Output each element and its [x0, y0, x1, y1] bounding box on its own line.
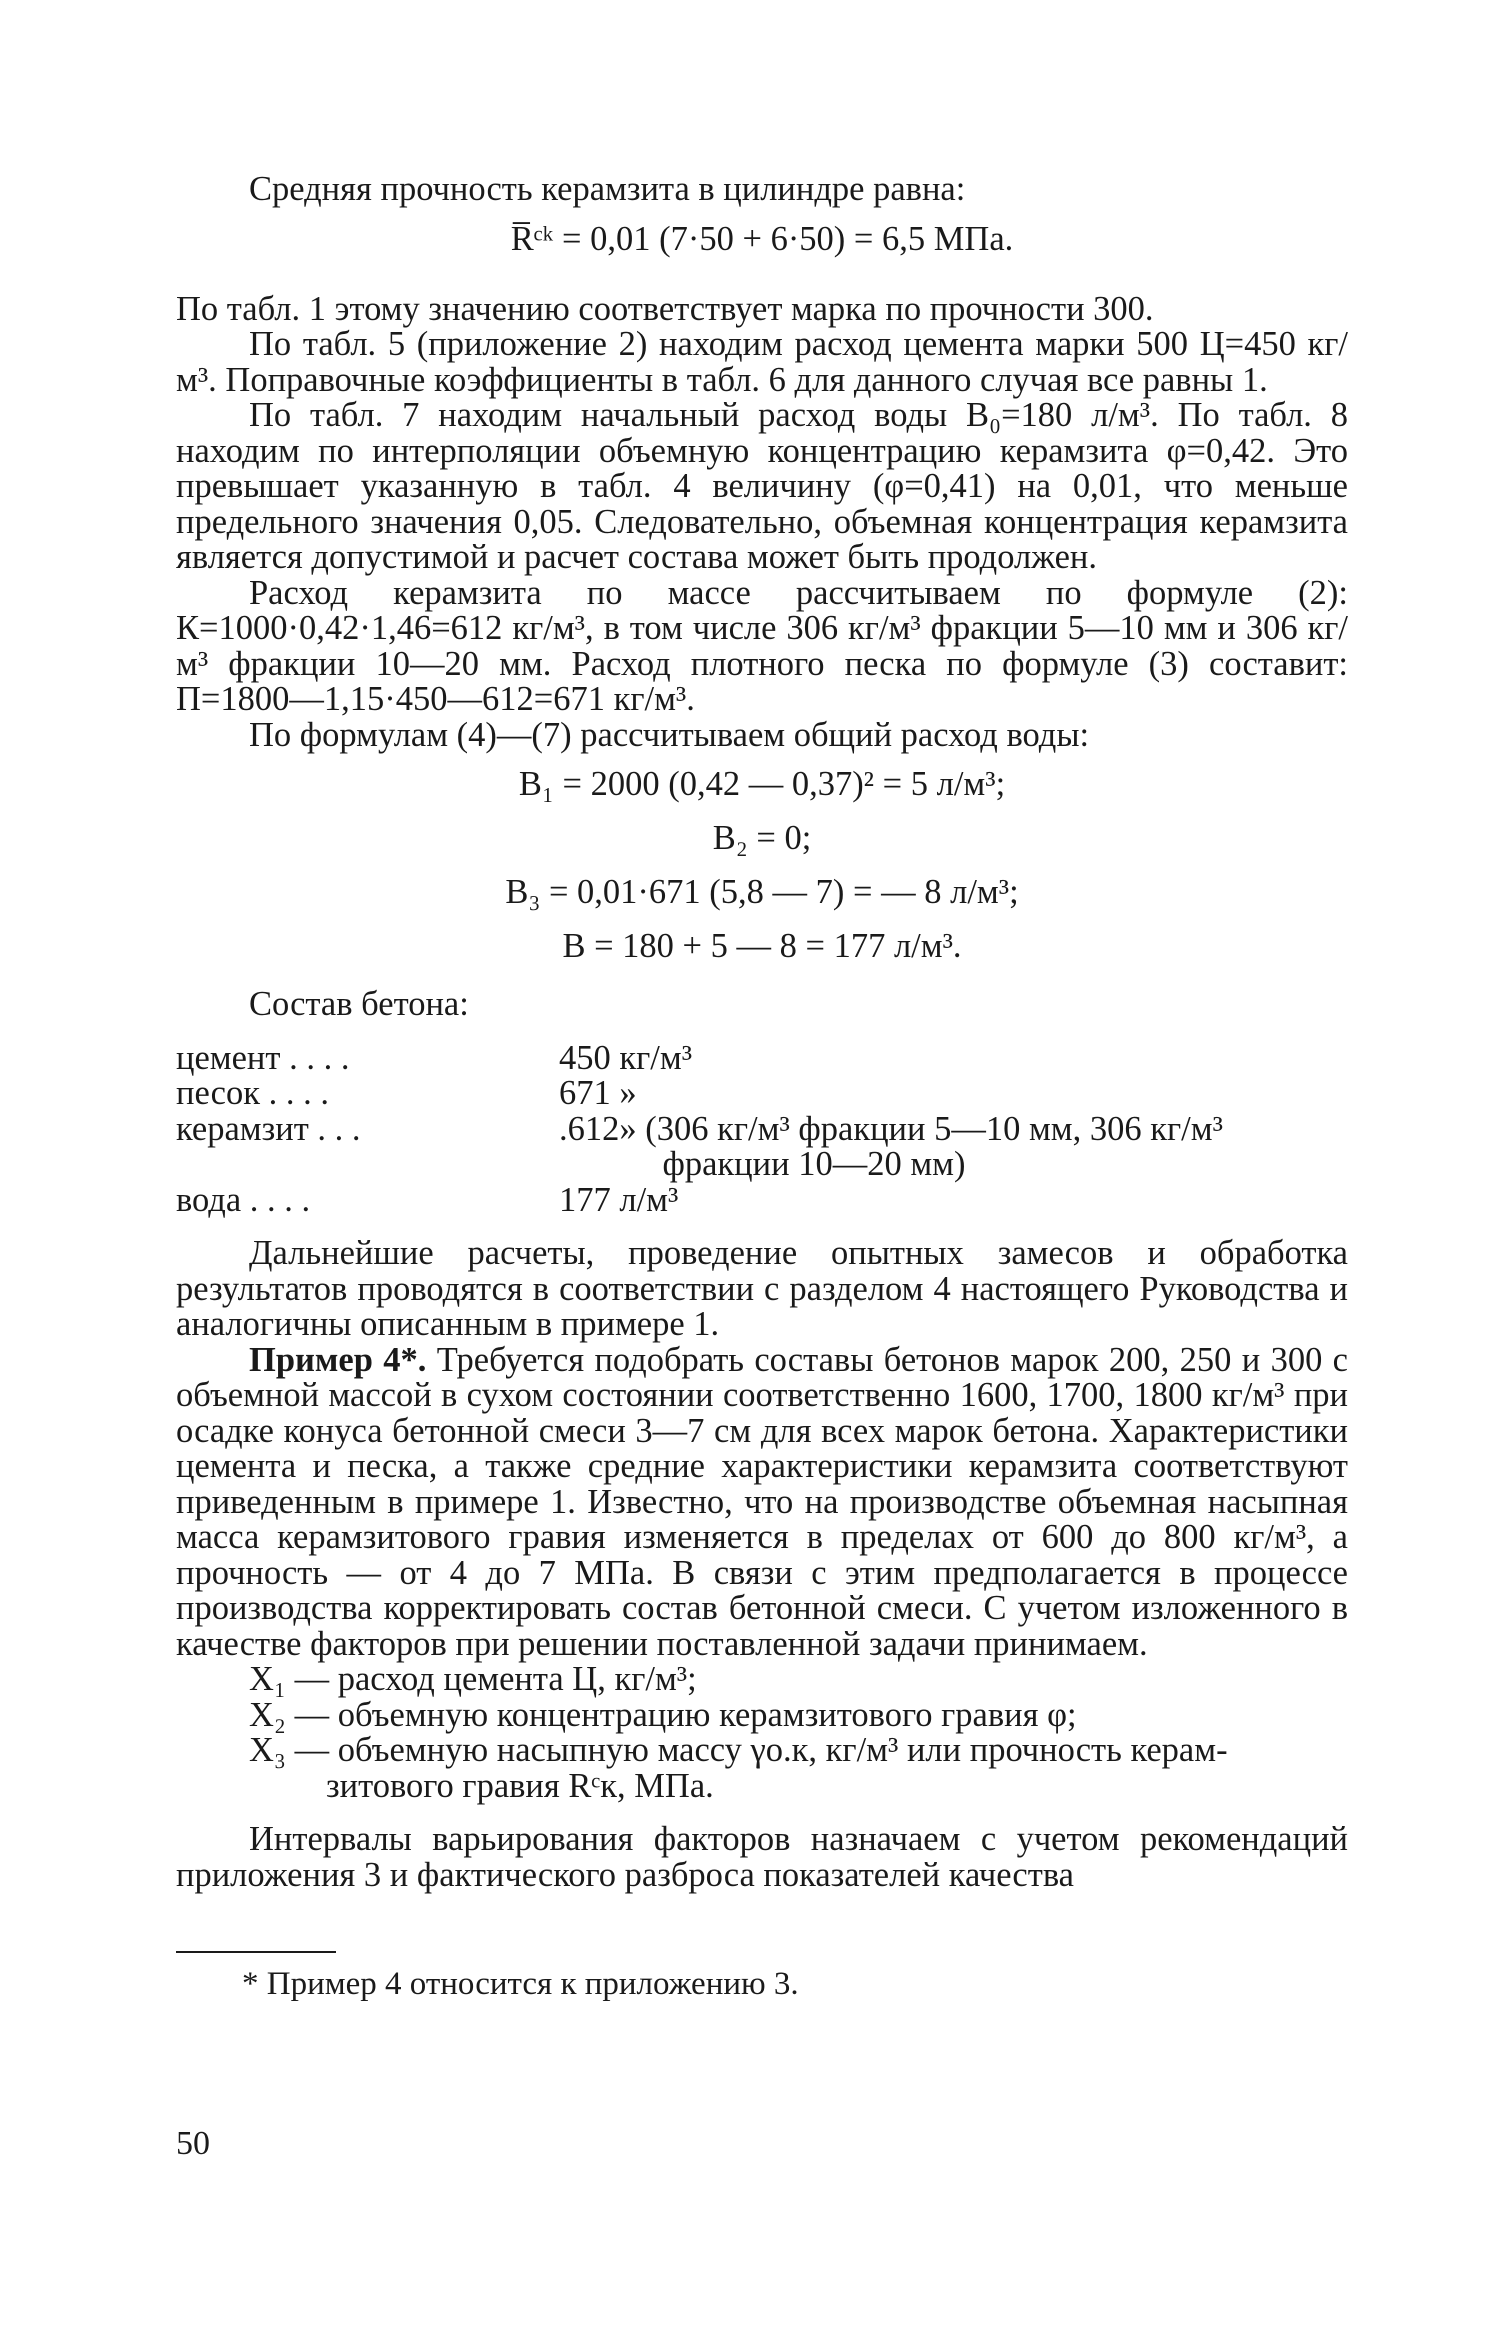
composition-label: песок . . . .	[176, 1074, 329, 1112]
factor-x2: X₂ — объемную концентрацию керамзитового гравия φ;	[249, 1695, 1077, 1734]
footnote: * Пример 4 относится к приложению 3.	[242, 1966, 799, 2002]
paragraph-6: По формулам (4)—(7) рассчитываем общий расход воды:	[249, 715, 1090, 754]
factor-x3: X₃ — объемную насыпную массу γо.к, кг/м³ или прочность керам-	[249, 1731, 1228, 1769]
composition-label: цемент . . . .	[176, 1038, 350, 1077]
paragraph-3: По табл. 5 (приложение 2) находим расход цемента марки 500 Ц=450 кг/м³. Поправочные коэффициенты в табл. 6 для данного случая все равны 1.	[176, 325, 1348, 399]
formula-b3: В₃ = 0,01·671 (5,8 — 7) = — 8 л/м³;	[505, 873, 1019, 911]
formula-b2: В₂ = 0;	[712, 819, 812, 857]
composition-label: керамзит . . .	[176, 1109, 361, 1148]
formula-strength: R̅ᶜᵏ = 0,01 (7·50 + 6·50) = 6,5 МПа.	[510, 219, 1014, 258]
example-4-text: Требуется подобрать составы бетонов марок 200, 250 и 300 с объемной массой в сухом состоянии соответственно 1600, 1700, 1800 кг/м³ при осадке конуса бетонной смеси 3—7 см для всех марок бетона. Характеристики цемента и песка, а также средние характеристики керамзита соответствуют приведенным в примере 1. Известно, что на производстве объемная насыпная масса керамзитового гравия изменяется в пределах от 600 до 800 кг/м³, а прочность — от 4 до 7 МПа. В связи с этим предполагается в процессе производства корректировать состав бетонной смеси. С учетом изложенного в качестве факторов при решении поставленной задачи принимаем.	[176, 1340, 1348, 1663]
factor-x3-continuation: зитового гравия Rᶜк, МПа.	[326, 1766, 714, 1805]
composition-list	[176, 1038, 1348, 1219]
paragraph-2: По табл. 1 этому значению соответствует марка по прочности 300.	[176, 289, 1154, 328]
composition-value: 671 »	[559, 1074, 637, 1112]
example-4-heading: Пример 4*.	[249, 1340, 427, 1379]
footnote-divider	[176, 1951, 336, 1953]
formula-b-total: В = 180 + 5 — 8 = 177 л/м³.	[562, 927, 962, 965]
paragraph-4: По табл. 7 находим начальный расход воды В₀=180 л/м³. По табл. 8 находим по интерполяции объемную концентрацию керамзита φ=0,42. Это превышает указанную в табл. 4 величину (φ=0,41) на 0,01, что меньше предельного значения 0,05. Следовательно, объемная концентрация керамзита является допустимой и расчет состава может быть продолжен.	[176, 396, 1348, 576]
page-number: 50	[176, 2125, 210, 2162]
composition-value: 177 л/м³	[559, 1180, 679, 1219]
formula-b1: В₁ = 2000 (0,42 — 0,37)² = 5 л/м³;	[518, 765, 1006, 803]
factor-x1: X₁ — расход цемента Ц, кг/м³;	[249, 1660, 697, 1698]
paragraph-8: Дальнейшие расчеты, проведение опытных замесов и обработка результатов проводятся в соответствии с разделом 4 настоящего Руководства и аналогичны описанным в примере 1.	[176, 1234, 1348, 1343]
paragraph-10: Интервалы варьирования факторов назначаем с учетом рекомендаций приложения 3 и фактического разброса показателей качества	[176, 1820, 1348, 1894]
composition-value: фракции 10—20 мм)	[559, 1145, 966, 1183]
document-page	[176, 172, 1348, 2003]
paragraph-9	[176, 1340, 1348, 1663]
paragraph-1: Средняя прочность керамзита в цилиндре равна:	[249, 170, 966, 208]
composition-value: 450 кг/м³	[559, 1038, 693, 1077]
composition-label: вода . . . .	[176, 1180, 311, 1219]
paragraph-5: Расход керамзита по массе рассчитываем по формуле (2): К=1000·0,42·1,46=612 кг/м³, в том числе 306 кг/м³ фракции 5—10 мм и 306 кг/м³ фракции 10—20 мм. Расход плотного песка по формуле (3) составит: П=1800—1,15·450—612=671 кг/м³.	[176, 573, 1348, 718]
composition-label	[176, 1147, 559, 1183]
paragraph-composition-title: Состав бетона:	[249, 985, 469, 1023]
composition-value: .612» (306 кг/м³ фракции 5—10 мм, 306 кг/м³	[559, 1109, 1223, 1148]
